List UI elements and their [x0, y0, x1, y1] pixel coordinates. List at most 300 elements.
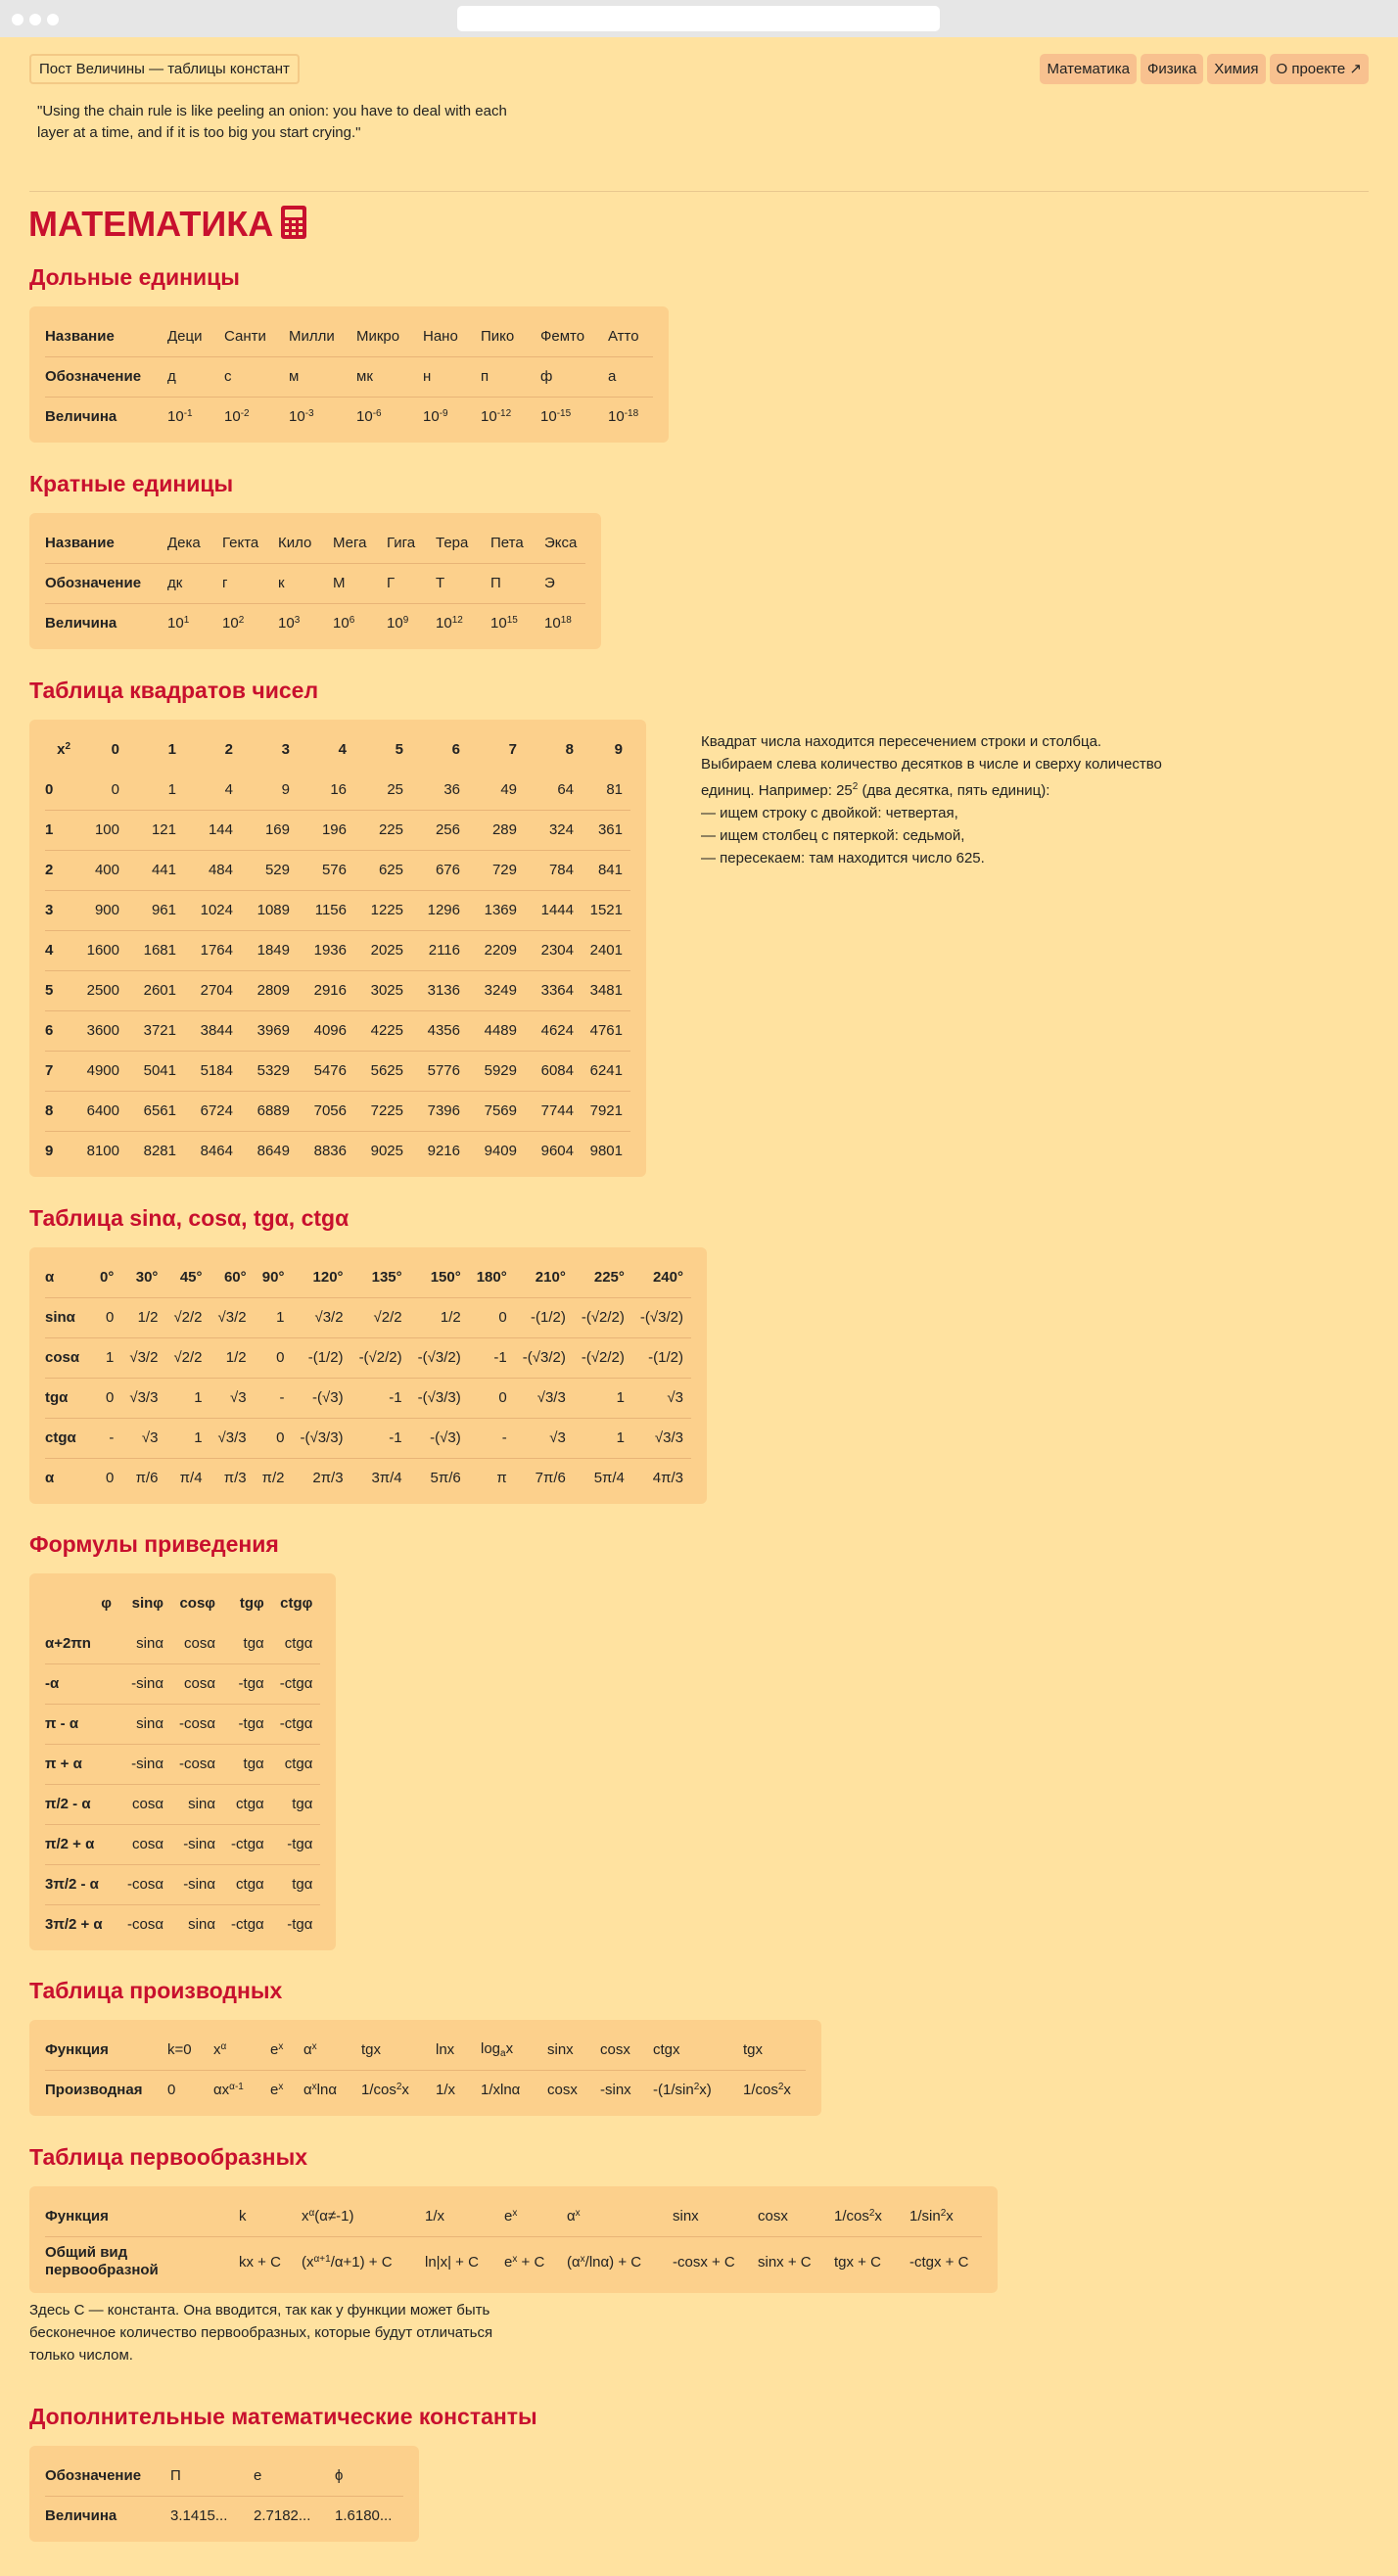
cell: 9 [241, 770, 298, 810]
cell: cosx [547, 2082, 578, 2099]
cell: 9604 [540, 1143, 574, 1160]
cell: -cosα [119, 1864, 171, 1904]
cell: √3/3 [121, 1378, 165, 1418]
table-row [45, 850, 630, 890]
cell: 150° [410, 1257, 469, 1297]
cell: $10^9$ [387, 615, 409, 632]
cell: k [231, 2196, 294, 2236]
cell: 2704 [184, 970, 241, 1010]
column-header: tgφ [239, 1595, 264, 1612]
row-label: Обозначение [45, 356, 160, 397]
cell: Тера [428, 523, 483, 563]
cell: $\log_ax$ [473, 2030, 539, 2070]
cell: а [600, 356, 653, 397]
cell: 3844 [184, 1010, 241, 1051]
cell: 8836 [313, 1143, 347, 1160]
cell: -cosx + C [673, 2253, 735, 2271]
cell: √3/2 [292, 1297, 350, 1337]
cell: 576 [298, 850, 354, 890]
cell: ϕ [327, 2456, 403, 2496]
constants-table [29, 2446, 419, 2542]
cell: cosα [119, 1824, 171, 1864]
table-row [45, 970, 630, 1010]
cell: -sinα [171, 1864, 223, 1904]
cell: 90° [255, 1257, 293, 1297]
cell: cosα [171, 1663, 223, 1704]
cell: π/6 [135, 1470, 159, 1487]
cell: Т [428, 563, 483, 603]
cell: 81 [582, 770, 630, 810]
table-row [45, 1051, 630, 1091]
table-row [45, 1091, 630, 1131]
cell: 6724 [184, 1091, 241, 1131]
cell: 2209 [468, 930, 525, 970]
row-label: 8 [45, 1091, 78, 1131]
cell: -cosα [127, 1916, 164, 1934]
cell: -1 [351, 1378, 410, 1418]
cell: √3/3 [210, 1418, 255, 1458]
cell: дк [160, 563, 214, 603]
column-header: 2 [224, 741, 233, 758]
cell: - [92, 1418, 121, 1458]
cell: 1 [127, 770, 184, 810]
cell: tgx [353, 2030, 428, 2070]
row-label: ctgα [45, 1418, 92, 1458]
column-header: 6 [451, 741, 460, 758]
cell: г [214, 563, 270, 603]
row-label: Обозначение [45, 2456, 163, 2496]
cell: $10^1$ [167, 615, 190, 632]
cell: 4356 [411, 1010, 468, 1051]
cell: 1156 [298, 890, 354, 930]
cell: 2500 [78, 970, 127, 1010]
nav-chemistry[interactable]: Химия [1207, 54, 1265, 84]
cell: $1/\sin^2x$ [902, 2196, 982, 2236]
section-title-submultiple: Дольные единицы [29, 264, 240, 290]
table-row [45, 1010, 630, 1051]
cell: Э [536, 563, 585, 603]
cell: sinx [665, 2196, 750, 2236]
cell: 1225 [354, 890, 411, 930]
cell: $-(1/\sin^2x)$ [653, 2082, 712, 2099]
cell: $10^{-2}$ [224, 408, 250, 426]
cell: 4624 [525, 1010, 582, 1051]
trig-table [29, 1247, 707, 1504]
row-label: 6 [45, 1010, 78, 1051]
cell: tgx + C [834, 2253, 881, 2271]
cell: Гига [379, 523, 428, 563]
cell: 1.6180... [335, 2507, 393, 2525]
table-row [45, 1704, 320, 1744]
cell: 5476 [298, 1051, 354, 1091]
cell: sinα [171, 1784, 223, 1824]
row-label: 2 [45, 850, 78, 890]
cell: 2401 [582, 930, 630, 970]
cell: 49 [468, 770, 525, 810]
section-title-squares: Таблица квадратов чисел [29, 678, 319, 703]
cell: √3/3 [515, 1378, 574, 1418]
cell: $e^x$ [270, 2082, 284, 2099]
cell: kx + C [239, 2253, 281, 2271]
cell: 1/x [417, 2196, 496, 2236]
table-row [45, 603, 585, 643]
cell: 1089 [241, 890, 298, 930]
row-label: Величина [45, 615, 117, 632]
column-header: 5 [395, 741, 403, 758]
cell: 3481 [582, 970, 630, 1010]
row-label: Обозначение [45, 563, 160, 603]
cell: 1 [574, 1378, 632, 1418]
row-label: α+2πn [45, 1623, 119, 1663]
cell: √3 [515, 1418, 574, 1458]
table-row [45, 1864, 320, 1904]
column-header: 7 [508, 741, 517, 758]
cell: $1/\cos^2x$ [743, 2082, 791, 2099]
cell: 1/xlnα [481, 2082, 521, 2099]
cell: 2304 [525, 930, 582, 970]
cell: cosx [750, 2196, 826, 2236]
table-row [45, 1824, 320, 1864]
cell: 6561 [127, 1091, 184, 1131]
cell: 2.7182... [254, 2507, 311, 2525]
cell: 9025 [370, 1143, 403, 1160]
cell: tgx [735, 2030, 806, 2070]
cell: 196 [298, 810, 354, 850]
cell: 1444 [525, 890, 582, 930]
column-header: 4 [338, 741, 347, 758]
cell: sinα [119, 1704, 171, 1744]
cell: 144 [184, 810, 241, 850]
cell: 324 [525, 810, 582, 850]
cell: 2π/3 [312, 1470, 344, 1487]
cell: 1 [255, 1297, 293, 1337]
cell: Атто [600, 316, 653, 356]
site-title[interactable]: Пост Величины — таблицы констант [29, 54, 300, 84]
cell: -(√2/2) [574, 1337, 632, 1378]
cell: 7921 [582, 1091, 630, 1131]
cell: $10^{-1}$ [167, 408, 193, 426]
cell: к [270, 563, 325, 603]
row-label: Производная [45, 2082, 143, 2099]
cell: -(1/2) [515, 1297, 574, 1337]
cell: 4225 [354, 1010, 411, 1051]
cell: 784 [525, 850, 582, 890]
cell: 6400 [78, 1091, 127, 1131]
cell: 1600 [78, 930, 127, 970]
cell: 2916 [298, 970, 354, 1010]
table-row [45, 1784, 320, 1824]
row-label: Название [45, 523, 160, 563]
table-row [45, 2456, 403, 2496]
cell: 1 [165, 1418, 210, 1458]
row-label: Величина [45, 408, 117, 426]
cell: -1 [351, 1418, 410, 1458]
cell: 6889 [241, 1091, 298, 1131]
cell: 120° [292, 1257, 350, 1297]
cell: 5625 [354, 1051, 411, 1091]
cell: 4096 [298, 1010, 354, 1051]
table-row [45, 2196, 982, 2236]
cell: $10^{15}$ [490, 615, 518, 632]
cell: М [325, 563, 379, 603]
row-label: φ [101, 1595, 112, 1612]
cell: 361 [582, 810, 630, 850]
table-row [45, 1904, 320, 1944]
cell: tgα [223, 1744, 272, 1784]
cell: 30° [121, 1257, 165, 1297]
cell: 7225 [354, 1091, 411, 1131]
cell: Дека [160, 523, 214, 563]
cell: 1/2 [410, 1297, 469, 1337]
cell: Пета [483, 523, 536, 563]
cell: 1 [92, 1337, 121, 1378]
cell: √2/2 [351, 1297, 410, 1337]
cell: $x^\alpha$ [206, 2030, 262, 2070]
cell: 1849 [241, 930, 298, 970]
cell: 5929 [468, 1051, 525, 1091]
row-label: π/2 - α [45, 1784, 119, 1824]
column-header: cosφ [179, 1595, 216, 1612]
table-row [45, 356, 653, 397]
row-label: Величина [45, 2507, 117, 2525]
row-label: Общий вид первообразной [45, 2244, 159, 2279]
nav-physics[interactable]: Физика [1141, 54, 1203, 84]
cell: √3 [121, 1418, 165, 1458]
row-label: α [45, 1470, 55, 1487]
cell: 256 [411, 810, 468, 850]
quote: "Using the chain rule is like peeling an onion: you have to deal with each layer at a time, and if it is too big you start crying." [37, 103, 507, 141]
note-line: — пересекаем: там находится число 625. [701, 850, 985, 866]
cell: 961 [127, 890, 184, 930]
cell: 1764 [184, 930, 241, 970]
cell: π/2 [261, 1470, 285, 1487]
table-row [45, 1663, 320, 1704]
cell: -ctgx + C [909, 2253, 969, 2271]
row-label: Название [45, 316, 160, 356]
cell: e [246, 2456, 327, 2496]
cell: 180° [469, 1257, 515, 1297]
cell: sinα [119, 1623, 171, 1663]
cell: -sinα [119, 1663, 171, 1704]
cell: -(1/2) [632, 1337, 691, 1378]
window-maximize-dot[interactable] [47, 14, 59, 25]
cell: н [415, 356, 473, 397]
cell: 5776 [411, 1051, 468, 1091]
table-row [45, 563, 585, 603]
cell: π/4 [179, 1470, 203, 1487]
table-row [45, 1623, 320, 1663]
cell: $10^2$ [222, 615, 245, 632]
cell: -tgα [287, 1916, 313, 1934]
cell: ctgα [223, 1784, 272, 1824]
cell: $10^{18}$ [544, 615, 572, 632]
note-line: — ищем столбец с пятеркой: седьмой, [701, 827, 965, 844]
nav-about[interactable]: О проекте ↗ [1270, 54, 1370, 84]
cell: Пико [473, 316, 533, 356]
section-title-reduction: Формулы приведения [29, 1531, 279, 1557]
cell: 7396 [411, 1091, 468, 1131]
cell: k=0 [160, 2030, 206, 2070]
table-row [45, 1583, 320, 1623]
reduction-table [29, 1573, 336, 1950]
cell: 5329 [241, 1051, 298, 1091]
cell: -(√2/2) [574, 1297, 632, 1337]
cell: √2/2 [165, 1297, 210, 1337]
table-row [45, 397, 653, 437]
cell: 0 [78, 770, 127, 810]
cell: -cosα [171, 1704, 223, 1744]
cell: Фемто [533, 316, 600, 356]
nav-mathematics[interactable]: Математика [1040, 54, 1137, 84]
cell: $10^6$ [333, 615, 355, 632]
table-row [45, 1378, 691, 1418]
cell: 240° [632, 1257, 691, 1297]
table-row [45, 1337, 691, 1378]
cell: 625 [354, 850, 411, 890]
cell: ctgα [272, 1623, 321, 1663]
cell: 441 [127, 850, 184, 890]
cell: 64 [525, 770, 582, 810]
cell: π [496, 1470, 507, 1487]
cell: $e^x$ [496, 2196, 559, 2236]
cell: -ctgα [223, 1824, 272, 1864]
cell: П [163, 2456, 246, 2496]
cell: д [160, 356, 216, 397]
cell: 4900 [78, 1051, 127, 1091]
cell: $e^x$ [262, 2030, 296, 2070]
table-row [45, 2030, 806, 2070]
cell: tgα [272, 1784, 321, 1824]
row-label: Функция [45, 2030, 160, 2070]
cell: 9801 [589, 1143, 623, 1160]
cell: 9409 [484, 1143, 517, 1160]
row-label: tgα [45, 1378, 92, 1418]
cell: √3 [210, 1378, 255, 1418]
cell: 3025 [354, 970, 411, 1010]
cell: 3364 [525, 970, 582, 1010]
row-label: 3π/2 - α [45, 1864, 119, 1904]
cell: ln|x| + C [425, 2253, 479, 2271]
cell: √3 [632, 1378, 691, 1418]
cell: -sinα [171, 1824, 223, 1864]
cell: с [216, 356, 281, 397]
cell: -(√3/3) [292, 1418, 350, 1458]
cell: Экса [536, 523, 585, 563]
cell: 5184 [184, 1051, 241, 1091]
column-header: 8 [565, 741, 574, 758]
cell: 7056 [298, 1091, 354, 1131]
cell: tgα [272, 1864, 321, 1904]
row-label: -α [45, 1663, 119, 1704]
cell: 2809 [241, 970, 298, 1010]
table-row [45, 930, 630, 970]
cell: Санти [216, 316, 281, 356]
divider [29, 191, 1369, 192]
main-nav [1040, 54, 1369, 84]
cell: 3136 [411, 970, 468, 1010]
cell: 0 [469, 1297, 515, 1337]
cell: Деци [160, 316, 216, 356]
cell: -sinx [600, 2082, 631, 2099]
cell: -(√3/3) [410, 1378, 469, 1418]
cell: $10^{-15}$ [540, 408, 572, 426]
cell: 1296 [411, 890, 468, 930]
cell: 676 [411, 850, 468, 890]
cell: 3π/4 [371, 1470, 402, 1487]
cell: 0 [167, 2082, 176, 2099]
table-row [45, 810, 630, 850]
cell: 5π/4 [593, 1470, 625, 1487]
cell: Г [379, 563, 428, 603]
cell: 60° [210, 1257, 255, 1297]
row-label: cosα [45, 1337, 92, 1378]
cell: 2601 [127, 970, 184, 1010]
cell: 210° [515, 1257, 574, 1297]
cell: 8464 [200, 1143, 233, 1160]
table-row [45, 890, 630, 930]
cell: 8281 [143, 1143, 176, 1160]
cell: 1369 [468, 890, 525, 930]
cell: $x^\alpha(\alpha\ne-1)$ [294, 2196, 417, 2236]
cell: ctgx [645, 2030, 735, 2070]
cell: 6241 [582, 1051, 630, 1091]
cell: π/3 [223, 1470, 247, 1487]
cell: $10^3$ [278, 615, 301, 632]
corner-cell: $x^2$ [57, 741, 70, 758]
cell: Микро [349, 316, 415, 356]
row-label: 9 [45, 1143, 54, 1160]
cell: $\alpha x^{\alpha-1}$ [213, 2082, 244, 2099]
table-row [45, 2496, 403, 2536]
note-line: Выбираем слева количество десятков в числе и сверху количество [701, 756, 1162, 773]
note-line: Квадрат числа находится пересечением строки и столбца. [701, 733, 1102, 750]
cell: 0 [92, 1378, 121, 1418]
cell: ctgα [272, 1744, 321, 1784]
cell: $10^{12}$ [436, 615, 463, 632]
cell: -tgα [272, 1824, 321, 1864]
cell: -1 [469, 1337, 515, 1378]
table-row [45, 1744, 320, 1784]
row-label: 0 [45, 770, 78, 810]
antiderivatives-table [29, 2186, 998, 2293]
cell: cosx [592, 2030, 645, 2070]
table-row [45, 2236, 982, 2287]
cell: -ctgα [231, 1916, 264, 1934]
cell: 7π/6 [535, 1470, 566, 1487]
cell: -tgα [223, 1704, 272, 1744]
cell: 0° [92, 1257, 121, 1297]
cell: 1/x [436, 2082, 456, 2099]
window-minimize-dot[interactable] [29, 14, 41, 25]
column-header: sinφ [131, 1595, 164, 1612]
cell: $10^{-6}$ [356, 408, 382, 426]
row-label: 3π/2 + α [45, 1916, 103, 1934]
cell: 3.1415... [170, 2507, 228, 2525]
cell: $1/\cos^2x$ [826, 2196, 902, 2236]
cell: 1 [165, 1378, 210, 1418]
cell: 36 [411, 770, 468, 810]
cell: Кило [270, 523, 325, 563]
address-bar[interactable] [457, 6, 940, 31]
cell: -(1/2) [292, 1337, 350, 1378]
cell: ф [533, 356, 600, 397]
cell: 5π/6 [430, 1470, 461, 1487]
cell: 225 [354, 810, 411, 850]
window-close-dot[interactable] [12, 14, 23, 25]
column-header: 3 [281, 741, 290, 758]
cell: $10^{-3}$ [289, 408, 314, 426]
cell: Гекта [214, 523, 270, 563]
